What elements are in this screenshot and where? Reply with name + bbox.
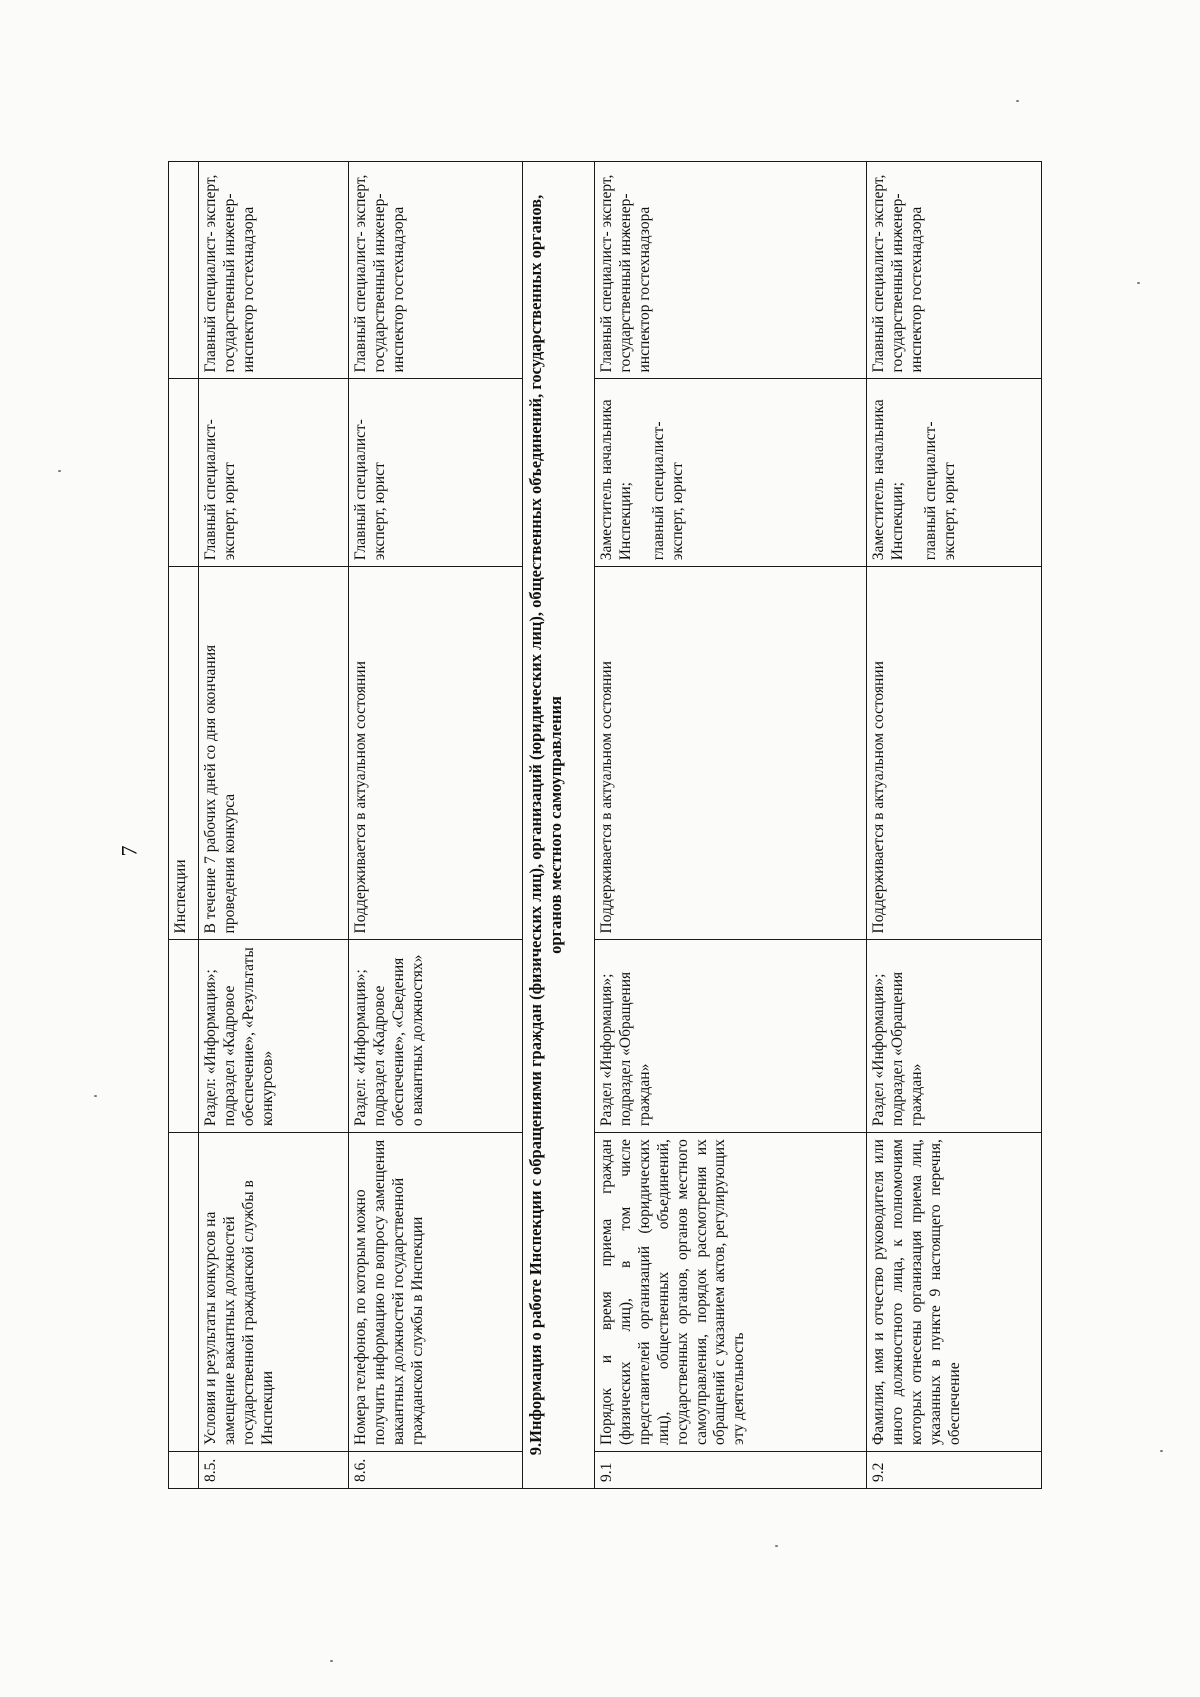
rotated-table-area	[168, 161, 963, 1489]
executor-cell: Главный специалист- эксперт, государственный инженер-инспектор гостехнадзора	[349, 162, 523, 380]
scan-speck	[775, 1545, 778, 1547]
responsible-cell: Главный специалист-эксперт, юрист	[199, 379, 349, 567]
period-cell: Поддерживается в актуальном состоянии	[349, 567, 523, 940]
responsible-lawyer: главный специалист-эксперт, юрист	[649, 421, 686, 561]
scan-speck	[94, 1095, 97, 1097]
location-cell: Раздел «Информация»; подраздел «Обращения граждан»	[595, 940, 867, 1133]
cell-top-responsible	[169, 379, 199, 567]
page-number: 7	[116, 845, 142, 857]
table-rotator	[168, 161, 963, 1489]
row-number: 8.6.	[349, 1451, 523, 1488]
location-cell: Раздел: «Информация»; подраздел «Кадровое обеспечение», «Результаты конкурсов»	[199, 940, 349, 1133]
executor-cell: Главный специалист- эксперт, государственный инженер-инспектор гостехнадзора	[595, 162, 867, 380]
info-cell: Порядок и время приема граждан (физических лиц), в том числе представителей организаций (юридических лиц), общественных объединений, государственных органов, органов местного самоуправления, порядок рассмотрения их обращений с указанием актов, регулирующих эту деятельность	[595, 1133, 867, 1452]
responsible-cell: Главный специалист-эксперт, юрист	[349, 379, 523, 567]
period-cell: Поддерживается в актуальном состоянии	[595, 567, 867, 940]
scan-speck	[1160, 1450, 1163, 1452]
row-number: 9.1	[595, 1451, 867, 1488]
responsible-lawyer: главный специалист-эксперт, юрист	[921, 421, 958, 561]
section-heading: 9.Информация о работе Инспекции с обращениями граждан (физических лиц), организаций (юридических лиц), общественных объединений, государственных органов, органов местного самоуправления	[523, 162, 595, 1489]
responsible-cell	[867, 379, 1042, 567]
row-number: 8.5.	[199, 1451, 349, 1488]
period-cell: Поддерживается в актуальном состоянии	[867, 567, 1042, 940]
document-table	[168, 161, 1042, 1489]
info-cell: Номера телефонов, по которым можно получить информацию по вопросу замещения вакантных должностей государственной гражданской службы в Инспекции	[349, 1133, 523, 1452]
cell-top-executor	[169, 162, 199, 380]
executor-cell: Главный специалист- эксперт, государственный инженер-инспектор гостехнадзора	[867, 162, 1042, 380]
cell-top-location	[169, 940, 199, 1133]
cell-top-period: Инспекции	[169, 567, 199, 940]
scan-speck	[330, 1660, 333, 1662]
table-row-continued	[169, 162, 199, 1489]
scan-speck	[58, 470, 61, 472]
scan-speck	[1016, 100, 1019, 102]
section-heading-row	[523, 162, 595, 1489]
cell-top-num	[169, 1451, 199, 1488]
cell-top-info	[169, 1133, 199, 1452]
period-cell: В течение 7 рабочих дней со дня окончания проведения конкурса	[199, 567, 349, 940]
responsible-deputy: Заместитель начальника Инспекции;	[870, 399, 906, 561]
table-row	[867, 162, 1042, 1489]
info-cell: Фамилия, имя и отчество руководителя или иного должностного лица, к полномочиям которых отнесены организация приема лиц, указанных в пункте 9 настоящего перечня, обеспечение	[867, 1133, 1042, 1452]
spacer	[908, 386, 922, 561]
scan-speck	[1137, 282, 1140, 284]
table-row	[199, 162, 349, 1489]
table-row	[349, 162, 523, 1489]
spacer	[636, 386, 650, 561]
location-cell: Раздел «Информация»; подраздел «Обращения граждан»	[867, 940, 1042, 1133]
info-cell: Условия и результаты конкурсов на замещение вакантных должностей государственной гражданской службы в Инспекции	[199, 1133, 349, 1452]
location-cell: Раздел: «Информация»; подраздел «Кадровое обеспечение», «Сведения о вакантных должностях»	[349, 940, 523, 1133]
executor-cell: Главный специалист- эксперт, государственный инженер-инспектор гостехнадзора	[199, 162, 349, 380]
row-number: 9.2	[867, 1451, 1042, 1488]
responsible-cell	[595, 379, 867, 567]
responsible-deputy: Заместитель начальника Инспекции;	[598, 399, 634, 561]
table-row	[595, 162, 867, 1489]
